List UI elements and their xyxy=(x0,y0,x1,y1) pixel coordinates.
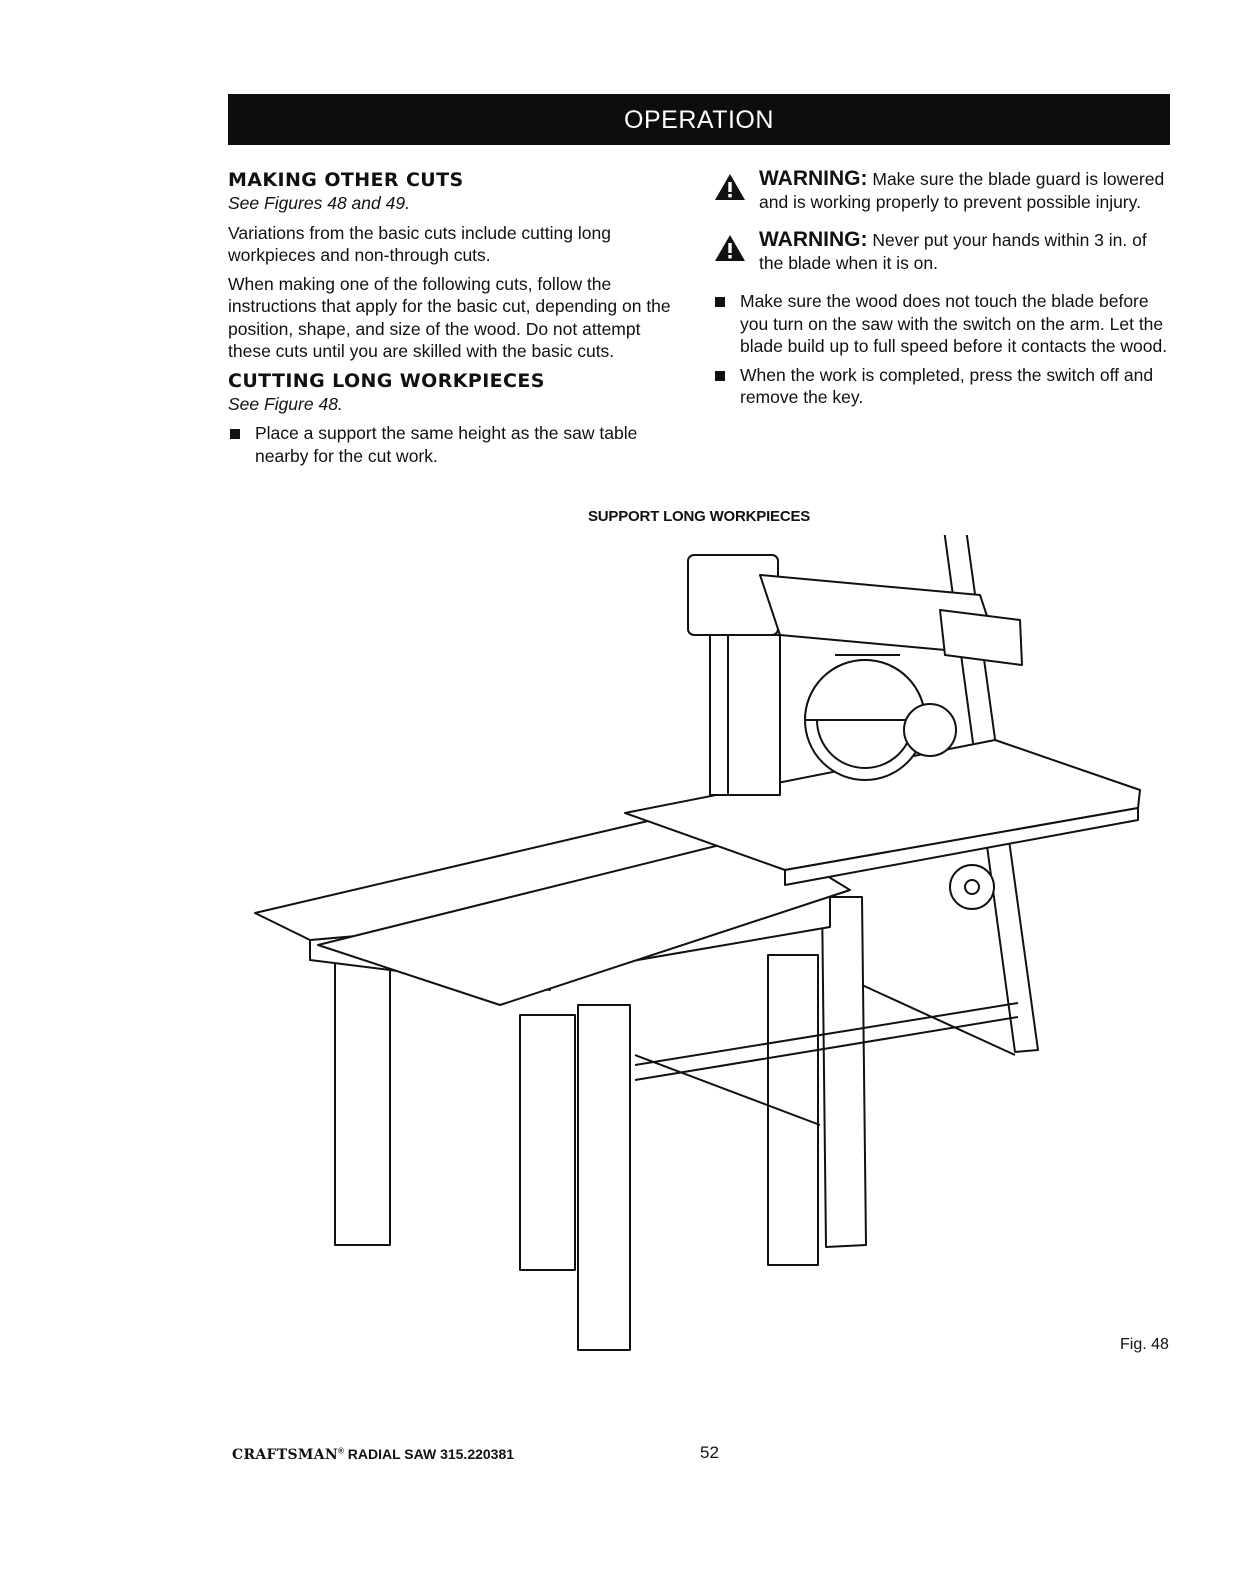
warning-block xyxy=(713,168,1173,213)
bullet-text: Make sure the wood does not touch the blade before you turn on the saw with the switch on the arm. Let the blade build up to full speed before it contacts the wood. xyxy=(740,291,1168,356)
bullet-text: When the work is completed, press the switch off and remove the key. xyxy=(740,364,1154,407)
section-title-cutting-long-workpieces: CUTTING LONG WORKPIECES xyxy=(228,369,545,392)
paragraph: When making one of the following cuts, follow the instructions that apply for the basic cut, depending on the position, shape, and size of the wood. Do not attempt these cuts until you are skilled with the basic cuts. xyxy=(228,273,671,361)
figure-reference: See Figure 48. xyxy=(228,393,343,414)
warning-text: Never put your hands within 3 in. of the blade when it is on. xyxy=(759,230,1147,273)
warning-triangle-icon xyxy=(713,233,747,263)
bullet-square-icon xyxy=(715,297,725,307)
bullet-square-icon xyxy=(715,371,725,381)
figure-caption: SUPPORT LONG WORKPIECES xyxy=(588,508,811,525)
section-header: OPERATION xyxy=(228,94,1170,145)
section-title-making-other-cuts: MAKING OTHER CUTS xyxy=(228,169,464,191)
bullet-item xyxy=(713,364,1173,409)
radial-saw-illustration xyxy=(240,535,1150,1355)
warning-block xyxy=(713,229,1173,274)
warning-triangle-icon xyxy=(713,172,747,202)
product-model: RADIAL SAW 315.220381 xyxy=(347,1446,515,1462)
page-number: 52 xyxy=(700,1443,719,1462)
warning-label: WARNING: xyxy=(759,228,868,251)
paragraph: Variations from the basic cuts include cutting long workpieces and non-through cuts. xyxy=(228,222,611,265)
bullet-item xyxy=(713,290,1173,358)
right-column xyxy=(713,168,1173,415)
figure-label: Fig. 48 xyxy=(1120,1336,1169,1353)
figure-reference: See Figures 48 and 49. xyxy=(228,193,410,213)
brand-logo: CRAFTSMAN xyxy=(232,1447,338,1463)
footer-product: CRAFTSMAN® RADIAL SAW 315.220381 xyxy=(232,1446,515,1463)
left-column xyxy=(228,168,683,473)
warning-text: Make sure the blade guard is lowered and is working properly to prevent possible injury. xyxy=(759,169,1165,212)
bullet-item xyxy=(228,422,683,467)
warning-label: WARNING: xyxy=(759,167,868,190)
bullet-text: Place a support the same height as the saw table nearby for the cut work. xyxy=(255,423,638,466)
bullet-square-icon xyxy=(230,429,240,439)
